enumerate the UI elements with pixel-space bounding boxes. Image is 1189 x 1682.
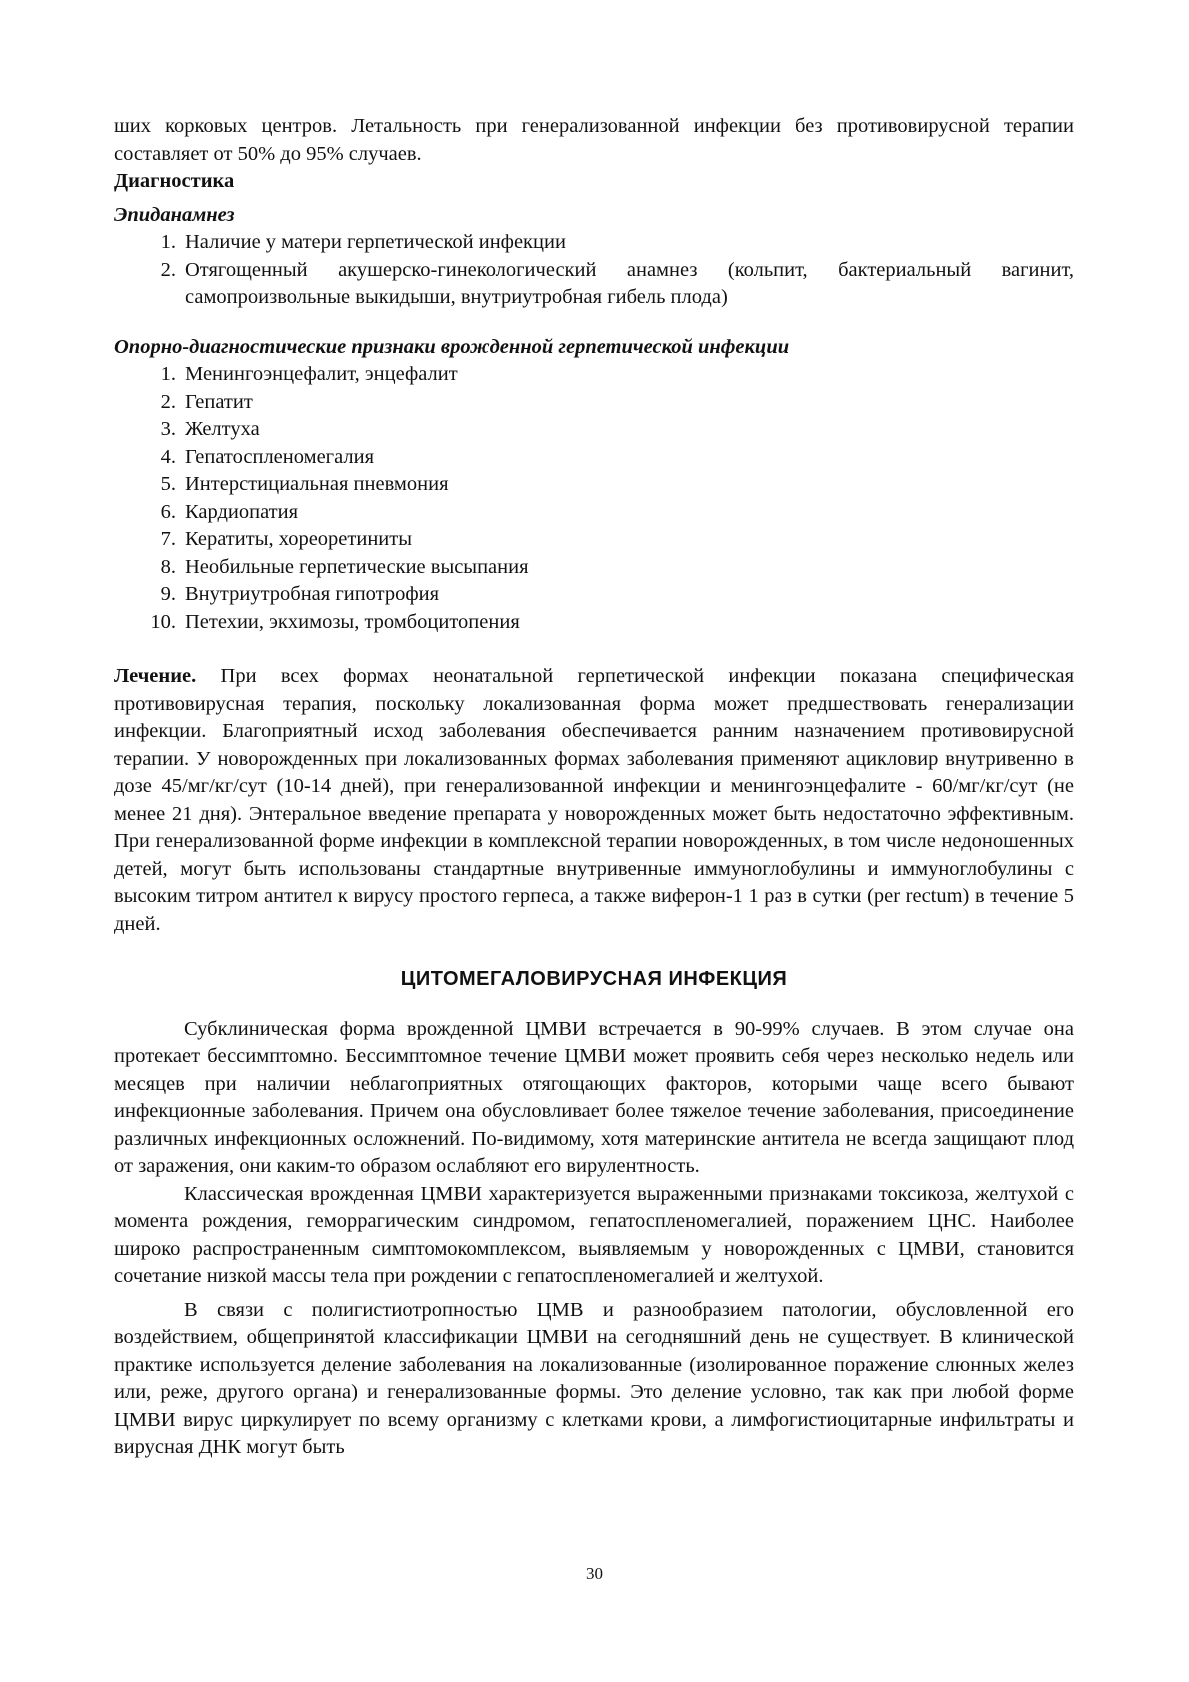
list-item [114,229,1074,257]
cmv-paragraph-3: В связи с полигистиотропностью ЦМВ и разнообразием патологии, обусловленной его воздействием, общепринятой классификации ЦМВИ на сегодняшний день не существует. В клинической практике используется деление заболевания на локализованные (изолированное поражение слюнных желез или, реже, другого органа) и генерализованные формы. Это деление условно, так как при любой форме ЦМВИ вирус циркулирует по всему организму с клетками крови, а лимфогистиоцитарные инфильтраты и вирусная ДНК могут быть [114,1298,1074,1458]
list-item [114,609,1074,637]
list-item-number: 4. [160,445,176,468]
list-item [114,416,1074,444]
list-item-text: Кератиты, хореоретиниты [185,528,412,550]
list-item [114,471,1074,499]
epid-heading: Эпиданамнез [114,203,235,226]
list-item-text: Интерстициальная пневмония [185,473,449,495]
treatment-lead: Лечение. [114,665,197,687]
list-item-number: 7. [160,528,176,550]
page-content [114,113,1074,1462]
list-item-number: 8. [160,555,176,578]
list-item [114,581,1074,609]
list-item-number: 5. [160,473,176,495]
list-item-text: Необильные герпетические высыпания [185,555,529,578]
list-item [114,554,1074,582]
intro-paragraph: ших корковых центров. Летальность при генерализованной инфекции без противовирусной терапии составляет от 50% до 95% случаев. [114,115,1074,165]
treatment-text: При всех формах неонатальной герпетической инфекции показана специфическая противовирусная терапия, поскольку локализованная форма может предшествовать генерализации инфекции. Благоприятный исход заболевания обеспечивается ранним назначением противовирусной терапии. У новорожденных при локализованных формах заболевания применяют ацикловир внутривенно в дозе 45/мг/кг/сут (10-14 дней), при генерализованной инфекции и менингоэнцефалите - 60/мг/кг/сут (не менее 21 дня). Энтеральное введение препарата у новорожденных может быть недостаточно эффективным. При генерализованной форме инфекции в комплексной терапии новорожденных, в том числе недоношенных детей, могут быть использованы стандартные внутривенные иммуноглобулины и иммуноглобулины с высоким титром антител к вирусу простого герпеса, а также виферон-1 1 раз в сутки (per rectum) в течение 5 дней. [114,665,1074,935]
list-item-text: Гепатоспленомегалия [185,445,374,468]
cmv-section-title: ЦИТОМЕГАЛОВИРУСНАЯ ИНФЕКЦИЯ [400,968,788,990]
cmv-paragraph-2: Классическая врожденная ЦМВИ характеризуется выраженными признаками токсикоза, желтухой с момента рождения, геморрагическим синдромом, гепатоспленомегалией, поражением ЦНС. Наиболее широко распространенным симптомокомплексом, выявляемым у новорожденных с ЦМВИ, становится сочетание низкой массы тела при рождении с гепатоспленомегалией и желтухой. [114,1182,1074,1287]
page-number: 30 [586,1564,603,1583]
list-item-number: 9. [160,583,176,605]
list-item [114,389,1074,417]
list-item [114,444,1074,472]
list-item [114,526,1074,554]
list-item-text: Желтуха [185,418,260,440]
list-item-number: 2. [160,258,176,281]
signs-heading: Опорно-диагностические признаки врожденной герпетической инфекции [114,335,790,358]
list-item-number: 1. [160,363,176,385]
list-item-text: Кардиопатия [185,500,299,523]
epid-list [114,229,1074,312]
list-item-text: Петехии, экхимозы, тромбоцитопения [185,610,520,633]
list-item-text: Гепатит [185,390,253,413]
cmv-paragraph-1: Субклиническая форма врожденной ЦМВИ встречается в 90-99% случаев. В этом случае она протекает бессимптомно. Бессимптомное течение ЦМВИ может проявить себя через несколько недель или месяцев при наличии неблагоприятных отягощающих факторов, которыми чаще всего бывают инфекционные заболевания. Причем она обусловливает более тяжелое течение заболевания, присоединение различных инфекционных осложнений. По-видимому, хотя материнские антитела не всегда защищают плод от заражения, они каким-то образом ослабляют его вирулентность. [114,1017,1074,1177]
list-item-text: Менингоэнцефалит, энцефалит [185,363,458,385]
signs-list [114,361,1074,636]
list-item-number: 2. [160,390,176,413]
list-item-text: Внутриутробная гипотрофия [185,583,440,605]
list-item-text: Наличие у матери герпетической инфекции [185,231,566,253]
treatment-paragraph [114,663,1074,938]
list-item-number: 3. [160,418,176,440]
list-item-number: 10. [150,610,176,633]
list-item-text: Отягощенный акушерско-гинекологический анамнез (кольпит, бактериальный вагинит, самопроизвольные выкидыши, внутриутробная гибель плода) [185,258,1074,308]
list-item [114,499,1074,527]
diagnostics-heading: Диагностика [114,170,235,192]
list-item [114,257,1074,312]
list-item-number: 1. [160,231,176,253]
list-item-number: 6. [160,500,176,523]
list-item [114,361,1074,389]
